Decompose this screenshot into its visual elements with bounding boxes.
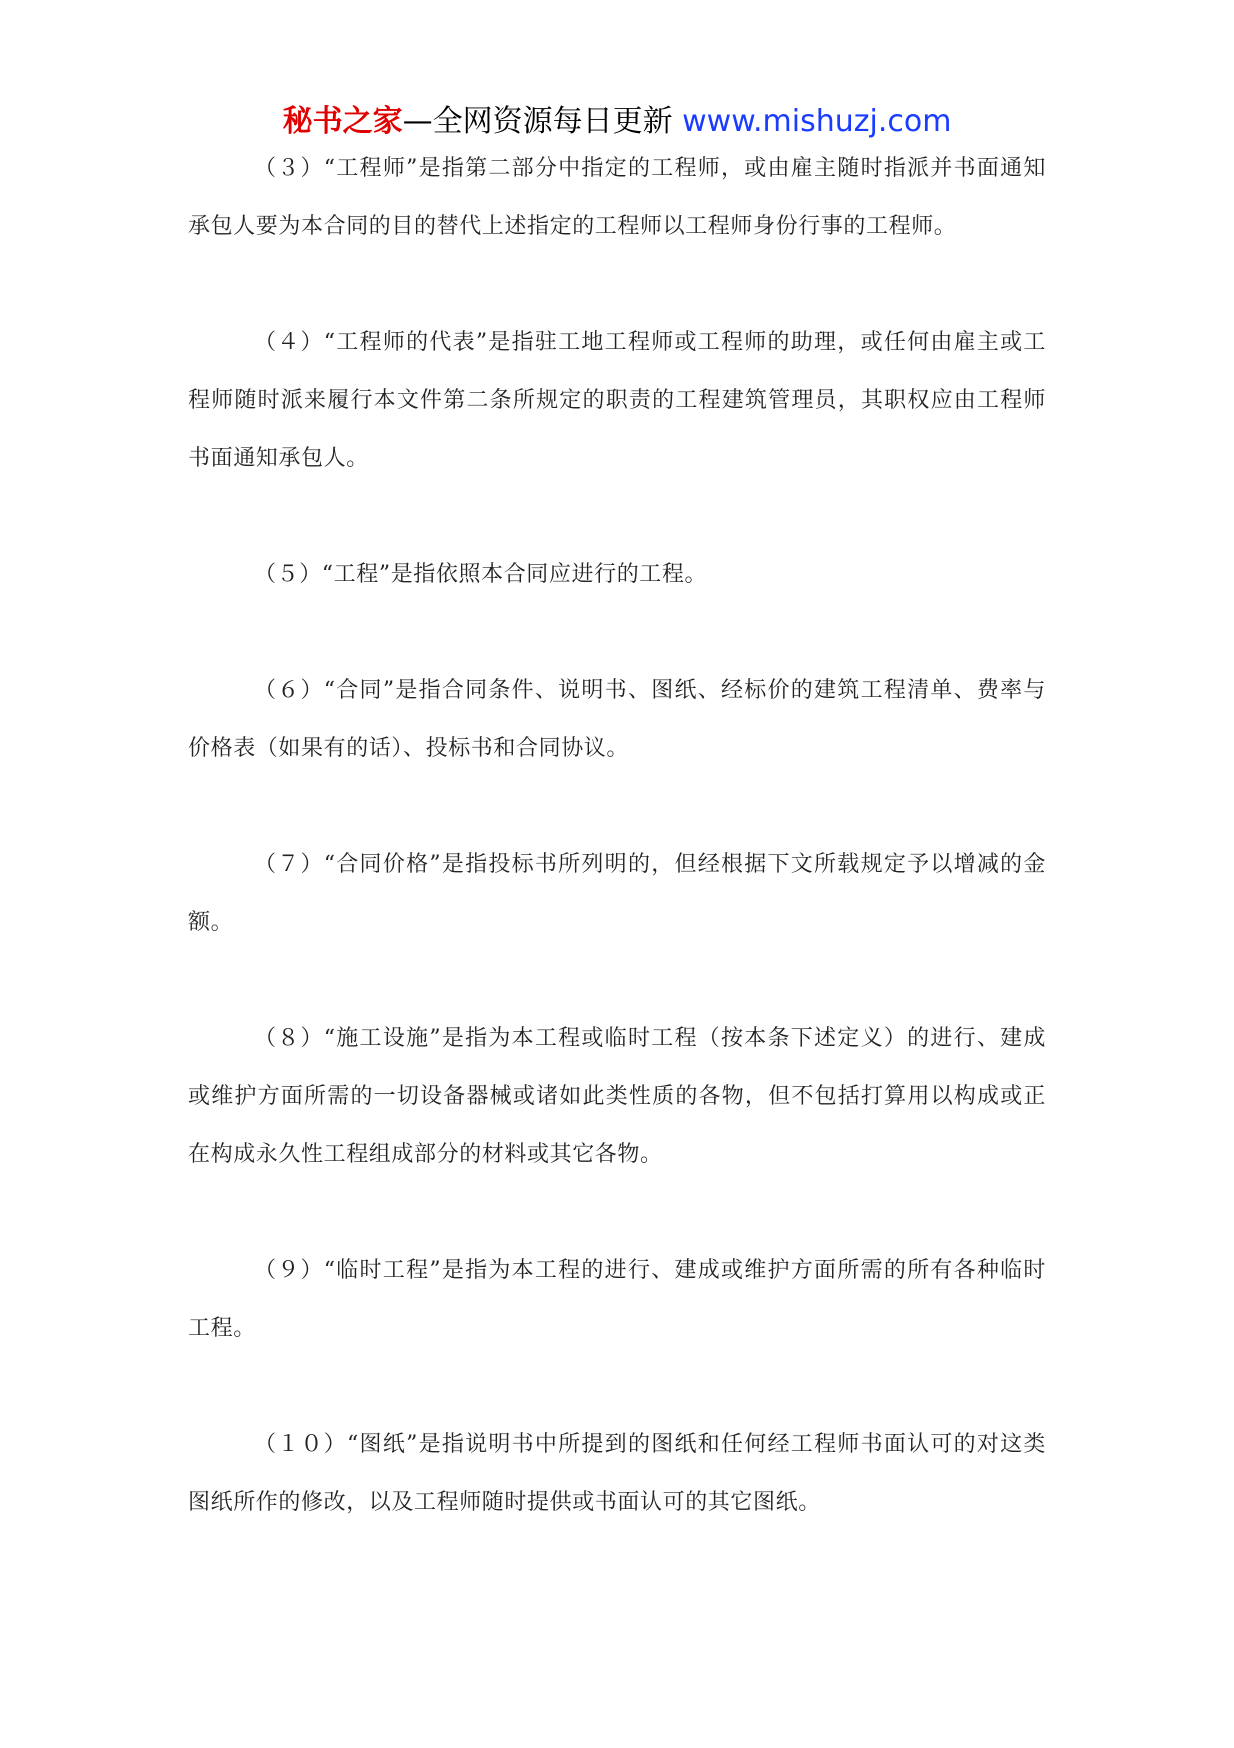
- brand-name: 秘书之家: [282, 104, 403, 139]
- clause-9: （９）“临时工程”是指为本工程的进行、建成或维护方面所需的所有各种临时工程。: [188, 1258, 1046, 1341]
- document-body: [188, 140, 1046, 1590]
- clause-7: （７）“合同价格”是指投标书所列明的，但经根据下文所载规定予以增减的金额。: [188, 852, 1046, 935]
- clause-8: （８）“施工设施”是指为本工程或临时工程（按本条下述定义）的进行、建成或维护方面所需的一切设备器械或诸如此类性质的各物，但不包括打算用以构成或正在构成永久性工程组成部分的材料或其它各物。: [188, 1026, 1046, 1167]
- clause-4: （４）“工程师的代表”是指驻工地工程师或工程师的助理，或任何由雇主或工程师随时派来履行本文件第二条所规定的职责的工程建筑管理员，其职权应由工程师书面通知承包人。: [188, 330, 1046, 471]
- header-slogan: —全网资源每日更新: [402, 104, 673, 139]
- clause-10: （１０）“图纸”是指说明书中所提到的图纸和任何经工程师书面认可的对这类图纸所作的修改，以及工程师随时提供或书面认可的其它图纸。: [188, 1432, 1046, 1515]
- clause-3: （３）“工程师”是指第二部分中指定的工程师，或由雇主随时指派并书面通知承包人要为本合同的目的替代上述指定的工程师以工程师身份行事的工程师。: [188, 156, 1046, 239]
- clause-5: （５）“工程”是指依照本合同应进行的工程。: [254, 562, 708, 587]
- clause-6: （６）“合同”是指合同条件、说明书、图纸、经标价的建筑工程清单、费率与价格表（如果有的话）、投标书和合同协议。: [188, 678, 1046, 761]
- header-url-link[interactable]: www.mishuzj.com: [682, 104, 952, 139]
- site-header: [0, 100, 1234, 144]
